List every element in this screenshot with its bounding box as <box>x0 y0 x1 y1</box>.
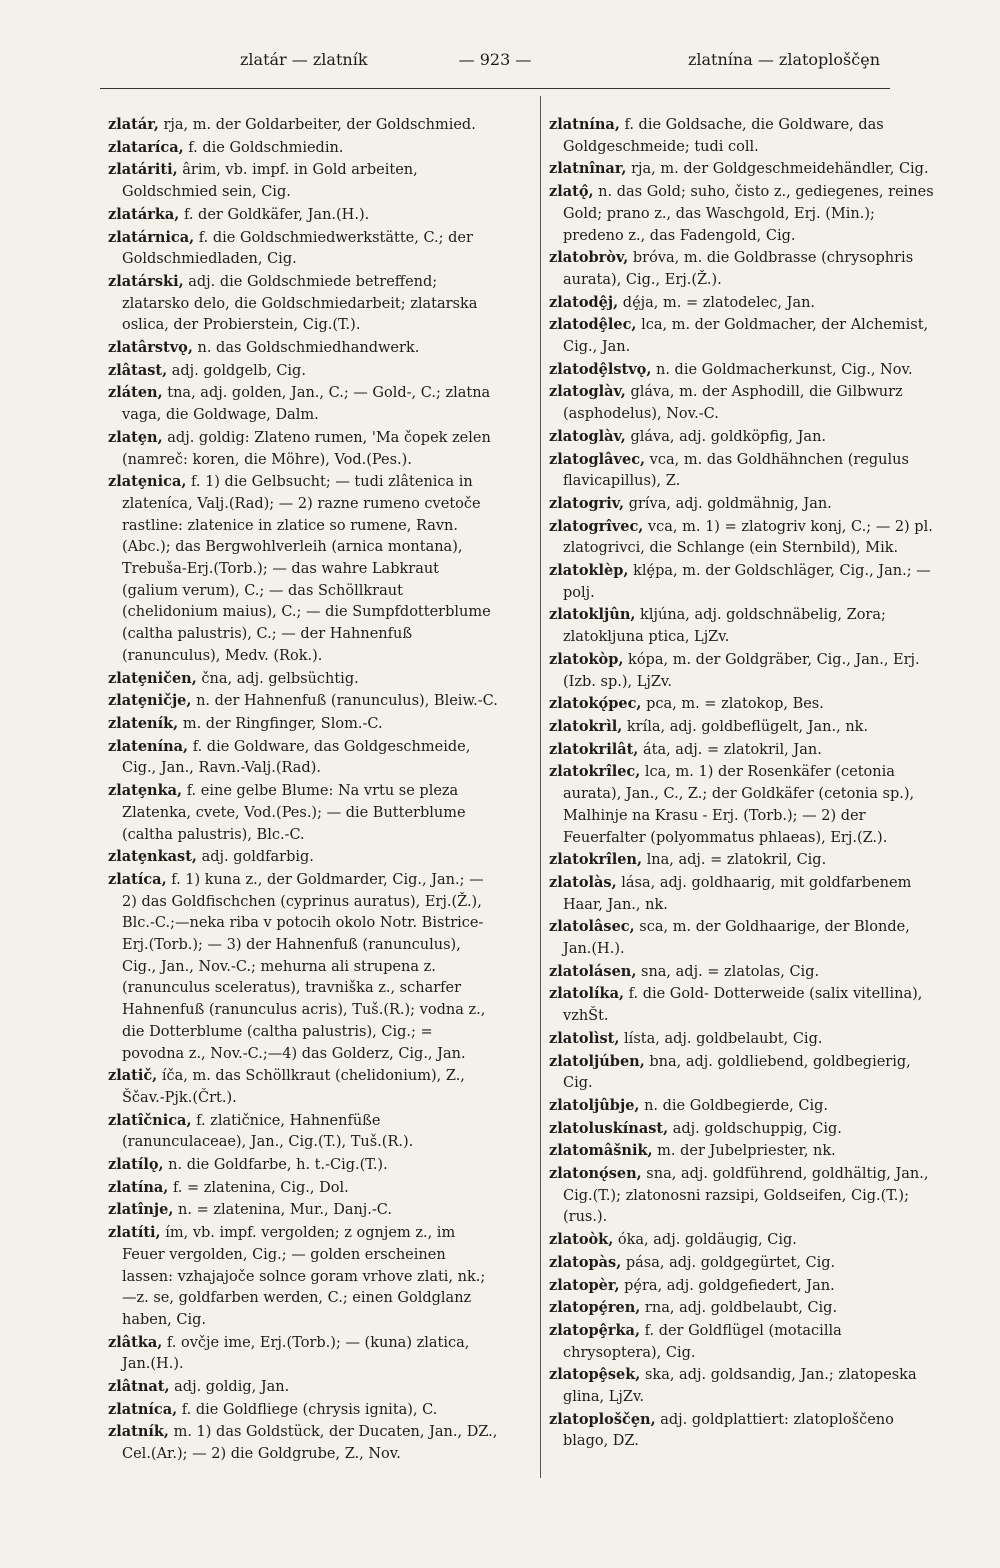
dictionary-entry <box>108 1421 498 1465</box>
dictionary-entry <box>549 1409 939 1453</box>
headword: zlâtka, <box>108 1333 163 1351</box>
headword: zlatodȩ̂j, <box>549 293 619 311</box>
headword: zlâtnat, <box>108 1378 170 1396</box>
entry-definition: kljúna, adj. goldschnäbelig, Zora; zlatokljuna ptica, LjZv. <box>563 607 886 646</box>
headword: zlataríca, <box>108 138 184 156</box>
headword: zlatokljûn, <box>549 606 636 624</box>
dictionary-entry <box>108 1399 498 1422</box>
headword: zlatoòk, <box>549 1231 614 1249</box>
entry-definition: f. 1) kuna z., der Goldmarder, Cig., Jan.; — 2) das Goldfischchen (cyprinus auratus), Erj.(Ž.), Blc.-C.;—neka riba v potocih okolo Notr. Bistrice-Erj.(Torb.); — 3) der Hahnenfuß (ranunculus), Cig., Jan., Nov.-C.; mehurna ali strupena z. (ranunculus sceleratus), travniška z., scharfer Hahnenfuß (ranunculus acris), Tuš.(R.); vodna z., die Dotterblume (caltha palustris), Cig.; = povodna z., Nov.-C.;—4) das Golderz, Cig., Jan. <box>122 871 486 1062</box>
entry-definition: n. die Goldmacherkunst, Cig., Nov. <box>651 361 913 378</box>
dictionary-entry <box>108 159 498 203</box>
headword: zlatolâsec, <box>549 918 635 936</box>
headword: zlatodȩ̂lstvǫ, <box>549 360 652 378</box>
entry-definition: sna, adj. goldführend, goldhältig, Jan., Cig.(T.); zlatonosni razsipi, Goldseifen, Cig.(T.); (rus.). <box>563 1166 929 1226</box>
entry-definition: ska, adj. goldsandig, Jan.; zlatopeska glina, LjZv. <box>563 1367 917 1406</box>
dictionary-entry <box>108 337 498 360</box>
dictionary-entry <box>549 693 939 716</box>
dictionary-entry <box>549 560 939 604</box>
dictionary-entry <box>549 292 939 315</box>
entry-definition: rja, m. der Goldgeschmeidehändler, Cig. <box>626 161 929 178</box>
dictionary-entry <box>549 1028 939 1051</box>
entry-definition: íča, m. das Schöllkraut (chelidonium), Z., Ščav.-Pjk.(Črt.). <box>122 1068 465 1106</box>
entry-definition: óka, adj. goldäugig, Cig. <box>613 1232 797 1249</box>
dictionary-entry <box>108 1110 498 1154</box>
dictionary-entry <box>549 1320 939 1364</box>
headword: zlatoljûbje, <box>549 1096 640 1114</box>
headword: zlatokrilât, <box>549 740 639 758</box>
dictionary-entry <box>549 158 939 181</box>
entry-definition: bróva, m. die Goldbrasse (chrysophris aurata), Cig., Erj.(Ž.). <box>563 250 914 288</box>
entry-definition: f. 1) die Gelbsucht; — tudi zlâtenica in zlateníca, Valj.(Rad); — 2) razne rumeno cvetoče rastline: zlatenice in zlatice so rumene, Ravn.(Abc.); das Bergwohlverleih (arnica montana), Trebuša-Erj.(Torb.); — das wahre Labkraut (galium verum), C.; — das Schöllkraut (chelidonium maius), C.; — die Sumpfdotterblume (caltha palustris), C.; — der Hahnenfuß (ranunculus), Medv. (Rok.). <box>122 474 491 664</box>
dictionary-entry <box>108 360 498 383</box>
dictionary-entry <box>549 114 939 158</box>
dictionary-entry <box>108 1222 498 1332</box>
headword: zlâtast, <box>108 361 168 379</box>
headword: zlatník, <box>108 1423 169 1441</box>
headword: zlatína, <box>108 1178 169 1196</box>
entry-definition: pca, m. = zlatokop, Bes. <box>641 696 824 713</box>
dictionary-entry <box>549 1118 939 1141</box>
headword: zlatoglàv, <box>549 383 626 401</box>
headword: zlatokrìl, <box>549 717 623 735</box>
entry-definition: lísta, adj. goldbelaubt, Cig. <box>619 1030 823 1047</box>
entry-definition: sca, m. der Goldhaarige, der Blonde, Jan.(H.). <box>563 919 910 958</box>
headword: zlatnína, <box>549 116 620 133</box>
headword: zlatárnica, <box>108 228 195 246</box>
headword: zlatogriv, <box>549 494 625 512</box>
page-number: — 923 — <box>458 50 532 69</box>
dictionary-entry <box>549 1364 939 1408</box>
dictionary-entry <box>549 1275 939 1298</box>
headword: zlatolàs, <box>549 873 617 891</box>
dictionary-entry <box>549 1095 939 1118</box>
dictionary-entry <box>108 271 498 337</box>
entry-definition: n. das Gold; suho, čisto z., gediegenes, reines Gold; prano z., das Waschgold, Erj. (Min.); predeno z., das Fadengold, Cig. <box>563 184 934 244</box>
entry-definition: čna, adj. gelbsüchtig. <box>196 670 359 687</box>
entry-definition: adj. goldplattiert: zlatoploščeno blago, DZ. <box>563 1411 894 1450</box>
headword: zlatopȩ̂sek, <box>549 1366 641 1384</box>
headword: zlatȩničen, <box>108 669 197 687</box>
entry-definition: m. der Jubelpriester, nk. <box>652 1143 836 1160</box>
dictionary-entry <box>108 1199 498 1222</box>
entry-definition: adj. goldig, Jan. <box>169 1379 290 1396</box>
entry-definition: sna, adj. = zlatolas, Cig. <box>636 963 820 980</box>
entry-definition: pȩ́ra, adj. goldgefiedert, Jan. <box>619 1277 835 1294</box>
dictionary-entry <box>549 181 939 247</box>
headword: zlateník, <box>108 714 179 732</box>
dictionary-entry <box>108 668 498 691</box>
entry-definition: áta, adj. = zlatokril, Jan. <box>638 741 822 758</box>
headword: zlatoglâvec, <box>549 450 646 468</box>
headword: zlatomâšnik, <box>549 1142 653 1160</box>
dictionary-entry <box>108 780 498 846</box>
entry-definition: lna, adj. = zlatokril, Cig. <box>642 852 827 869</box>
entry-definition: klȩ́pa, m. der Goldschläger, Cig., Jan.; — polj. <box>563 563 931 601</box>
headword: zláten, <box>108 384 163 402</box>
headword: zlatopèr, <box>549 1276 620 1294</box>
right-column <box>549 114 939 1453</box>
entry-definition: ím, vb. impf. vergolden; z ognjem z., im Feuer vergolden, Cig.; — golden erscheinen lassen: vzhajajoče solnce goram vrhove zlati, nk.;—z. se, goldfarben werden, C.; einen Goldglanz haben, Cig. <box>122 1225 486 1328</box>
dictionary-entry <box>549 604 939 648</box>
headword: zlatíca, <box>108 870 167 888</box>
entry-definition: f. der Goldkäfer, Jan.(H.). <box>179 206 370 223</box>
dictionary-entry <box>108 114 498 137</box>
dictionary-entry <box>549 1163 939 1229</box>
header-right-guide-words: zlatnína — zlatoploščȩn <box>687 50 880 69</box>
entry-definition: rna, adj. goldbelaubt, Cig. <box>640 1300 838 1317</box>
entry-definition: dȩ́ja, m. = zlatodelec, Jan. <box>618 294 816 311</box>
entry-definition: f. zlatičnice, Hahnenfüße (ranunculaceae), Jan., Cig.(T.), Tuš.(R.). <box>122 1112 414 1151</box>
entry-definition: ârim, vb. impf. in Gold arbeiten, Goldschmied sein, Cig. <box>122 162 418 201</box>
dictionary-entry <box>549 516 939 560</box>
entry-definition: f. = zlatenina, Cig., Dol. <box>168 1179 349 1196</box>
entry-definition: f. ovčje ime, Erj.(Torb.); — (kuna) zlatica, Jan.(H.). <box>122 1334 470 1373</box>
dictionary-entry <box>108 471 498 667</box>
entry-definition: f. die Goldsache, die Goldware, das Goldgeschmeide; tudi coll. <box>563 117 884 155</box>
headword: zlatáriti, <box>108 161 178 179</box>
headword: zlatokòp, <box>549 650 624 668</box>
headword: zlatolìst, <box>549 1029 620 1047</box>
entry-definition: adj. goldgelb, Cig. <box>167 362 306 379</box>
headword: zlatopàs, <box>549 1253 622 1271</box>
entry-definition: f. die Goldschmiedin. <box>183 139 344 156</box>
entry-definition: f. der Goldflügel (motacilla chrysoptera), Cig. <box>563 1322 842 1361</box>
headword: zlatobròv, <box>549 249 629 267</box>
headword: zlatnînar, <box>549 160 627 178</box>
entry-definition: rja, m. der Goldarbeiter, der Goldschmied. <box>158 117 476 133</box>
headword: zlatopȩ̂rka, <box>549 1321 641 1339</box>
headword: zlatolásen, <box>549 962 637 980</box>
headword: zlatoklèp, <box>549 562 629 580</box>
entry-definition: f. die Goldfliege (chrysis ignita), C. <box>177 1401 438 1418</box>
entry-definition: bna, adj. goldliebend, goldbegierig, Cig. <box>563 1053 911 1092</box>
headword: zlatârstvǫ, <box>108 339 193 357</box>
dictionary-entry <box>549 649 939 693</box>
dictionary-entry <box>549 359 939 382</box>
headword: zlatȩnica, <box>108 473 187 491</box>
headword: zlatílǫ, <box>108 1156 164 1174</box>
dictionary-entry <box>108 869 498 1065</box>
headword: zlatníca, <box>108 1400 178 1418</box>
headword: zlatȩničje, <box>108 692 192 710</box>
header-left-guide-words: zlatár — zlatník <box>240 50 368 69</box>
entry-definition: n. = zlatenina, Mur., Danj.-C. <box>173 1202 392 1219</box>
dictionary-entry <box>549 761 939 849</box>
dictionary-entry <box>108 846 498 869</box>
headword: zlatár, <box>108 116 159 133</box>
entry-definition: n. der Hahnenfuß (ranunculus), Bleiw.-C. <box>191 693 498 710</box>
headword: zlatogrîvec, <box>549 517 644 535</box>
headword: zlatonǫ́sen, <box>549 1165 642 1183</box>
headword: zlatodȩ̂lec, <box>549 316 637 334</box>
dictionary-entry <box>108 382 498 426</box>
entry-definition: gríva, adj. goldmähnig, Jan. <box>624 495 832 512</box>
dictionary-entry <box>549 872 939 916</box>
entry-definition: pása, adj. goldgegürtet, Cig. <box>621 1254 836 1271</box>
dictionary-entry <box>108 1332 498 1376</box>
headword: zlatoploščȩn, <box>549 1410 656 1428</box>
headword: zlatíti, <box>108 1224 161 1242</box>
headword: zlatoluskínast, <box>549 1119 669 1137</box>
entry-definition: lca, m. der Goldmacher, der Alchemist, Cig., Jan. <box>563 317 929 356</box>
entry-definition: kríla, adj. goldbeflügelt, Jan., nk. <box>622 718 869 735</box>
entry-definition: adj. die Goldschmiede betreffend; zlatarsko delo, die Goldschmiedarbeit; zlatarska oslica, der Probierstein, Cig.(T.). <box>122 273 478 334</box>
entry-definition: vca, m. das Goldhähnchen (regulus flavicapillus), Z. <box>563 451 909 490</box>
dictionary-entry <box>549 849 939 872</box>
header-rule <box>100 88 890 89</box>
column-divider <box>540 96 541 1478</box>
dictionary-entry <box>549 739 939 762</box>
headword: zlatokrîlec, <box>549 763 641 781</box>
dictionary-entry <box>108 1177 498 1200</box>
dictionary-entry <box>108 713 498 736</box>
dictionary-entry <box>108 736 498 780</box>
dictionary-entry <box>108 1376 498 1399</box>
headword: zlatokrîlen, <box>549 851 643 869</box>
entry-definition: lca, m. 1) der Rosenkäfer (cetonia aurata), Jan., C., Z.; der Goldkäfer (cetonia sp.), Malhinje na Krasu - Erj. (Torb.); — 2) der Feuerfalter (polyommatus phlaeas), Erj.(Z.). <box>563 764 915 846</box>
dictionary-entry <box>549 916 939 960</box>
dictionary-entry <box>549 1229 939 1252</box>
entry-definition: n. die Goldfarbe, h. t.-Cig.(T.). <box>163 1157 388 1174</box>
left-column <box>108 114 498 1466</box>
entry-definition: m. der Ringfinger, Slom.-C. <box>178 715 383 732</box>
headword: zlatoglàv, <box>549 427 626 445</box>
dictionary-entry <box>549 426 939 449</box>
dictionary-entry <box>549 247 939 291</box>
headword: zlatînje, <box>108 1201 174 1219</box>
headword: zlatîčnica, <box>108 1111 192 1129</box>
headword: zlatȩnka, <box>108 782 183 800</box>
dictionary-entry <box>549 449 939 493</box>
entry-definition: f. eine gelbe Blume: Na vrtu se pleza Zlatenka, cvete, Vod.(Pes.); — die Butterblume (caltha palustris), Blc.-C. <box>122 783 466 843</box>
entry-definition: kópa, m. der Goldgräber, Cig., Jan., Erj.(Izb. sp.), LjZv. <box>563 651 920 690</box>
entry-definition: n. das Goldschmiedhandwerk. <box>192 340 420 357</box>
dictionary-entry <box>108 427 498 471</box>
dictionary-entry <box>549 1252 939 1275</box>
entry-definition: adj. goldfarbig. <box>196 849 314 866</box>
headword: zlatárka, <box>108 205 180 223</box>
dictionary-entry <box>549 1297 939 1320</box>
headword: zlatárski, <box>108 272 184 290</box>
entry-definition: vca, m. 1) = zlatogriv konj, C.; — 2) pl. zlatogrivci, die Schlange (ein Sternbild), Mik. <box>563 518 933 557</box>
dictionary-entry <box>549 1051 939 1095</box>
entry-definition: f. die Goldschmiedwerkstätte, C.; der Goldschmiedladen, Cig. <box>122 229 473 268</box>
entry-definition: gláva, m. der Asphodill, die Gilbwurz (asphodelus), Nov.-C. <box>563 384 903 423</box>
entry-definition: m. 1) das Goldstück, der Ducaten, Jan., DZ., Cel.(Ar.); — 2) die Goldgrube, Z., Nov. <box>122 1424 498 1463</box>
entry-definition: adj. goldig: Zlateno rumen, 'Ma čopek zelen (namreč: koren, die Möhre), Vod.(Pes.). <box>122 429 491 468</box>
dictionary-entry <box>549 493 939 516</box>
entry-definition: tna, adj. golden, Jan., C.; — Gold-, C.; zlatna vaga, die Goldwage, Dalm. <box>122 385 491 424</box>
headword: zlatič, <box>108 1067 158 1085</box>
headword: zlatolíka, <box>549 985 625 1003</box>
dictionary-entry <box>549 314 939 358</box>
dictionary-entry <box>549 983 939 1027</box>
headword: zlatokǫ́pec, <box>549 695 642 713</box>
entry-definition: adj. goldschuppig, Cig. <box>668 1120 842 1137</box>
dictionary-entry <box>108 1065 498 1109</box>
dictionary-entry <box>108 137 498 160</box>
headword: zlatoljúben, <box>549 1052 645 1070</box>
dictionary-entry <box>108 690 498 713</box>
headword: zlatȩn, <box>108 428 163 446</box>
running-header <box>100 50 890 78</box>
entry-definition: n. die Goldbegierde, Cig. <box>639 1097 828 1114</box>
entry-definition: f. die Goldware, das Goldgeschmeide, Cig., Jan., Ravn.-Valj.(Rad). <box>122 738 471 777</box>
headword: zlatȩnkast, <box>108 848 197 866</box>
dictionary-entry <box>549 961 939 984</box>
headword: zlatopȩ́ren, <box>549 1299 641 1317</box>
dictionary-entry <box>549 716 939 739</box>
entry-definition: gláva, adj. goldköpfig, Jan. <box>625 428 827 445</box>
dictionary-entry <box>108 1154 498 1177</box>
entry-definition: lása, adj. goldhaarig, mit goldfarbenem Haar, Jan., nk. <box>563 874 912 913</box>
headword: zlatǫ̂, <box>549 183 594 201</box>
dictionary-entry <box>549 381 939 425</box>
dictionary-entry <box>108 227 498 271</box>
entry-definition: f. die Gold- Dotterweide (salix vitellina), vzhŠt. <box>563 986 923 1025</box>
dictionary-entry <box>108 204 498 227</box>
headword: zlatenína, <box>108 737 189 755</box>
dictionary-entry <box>549 1140 939 1163</box>
